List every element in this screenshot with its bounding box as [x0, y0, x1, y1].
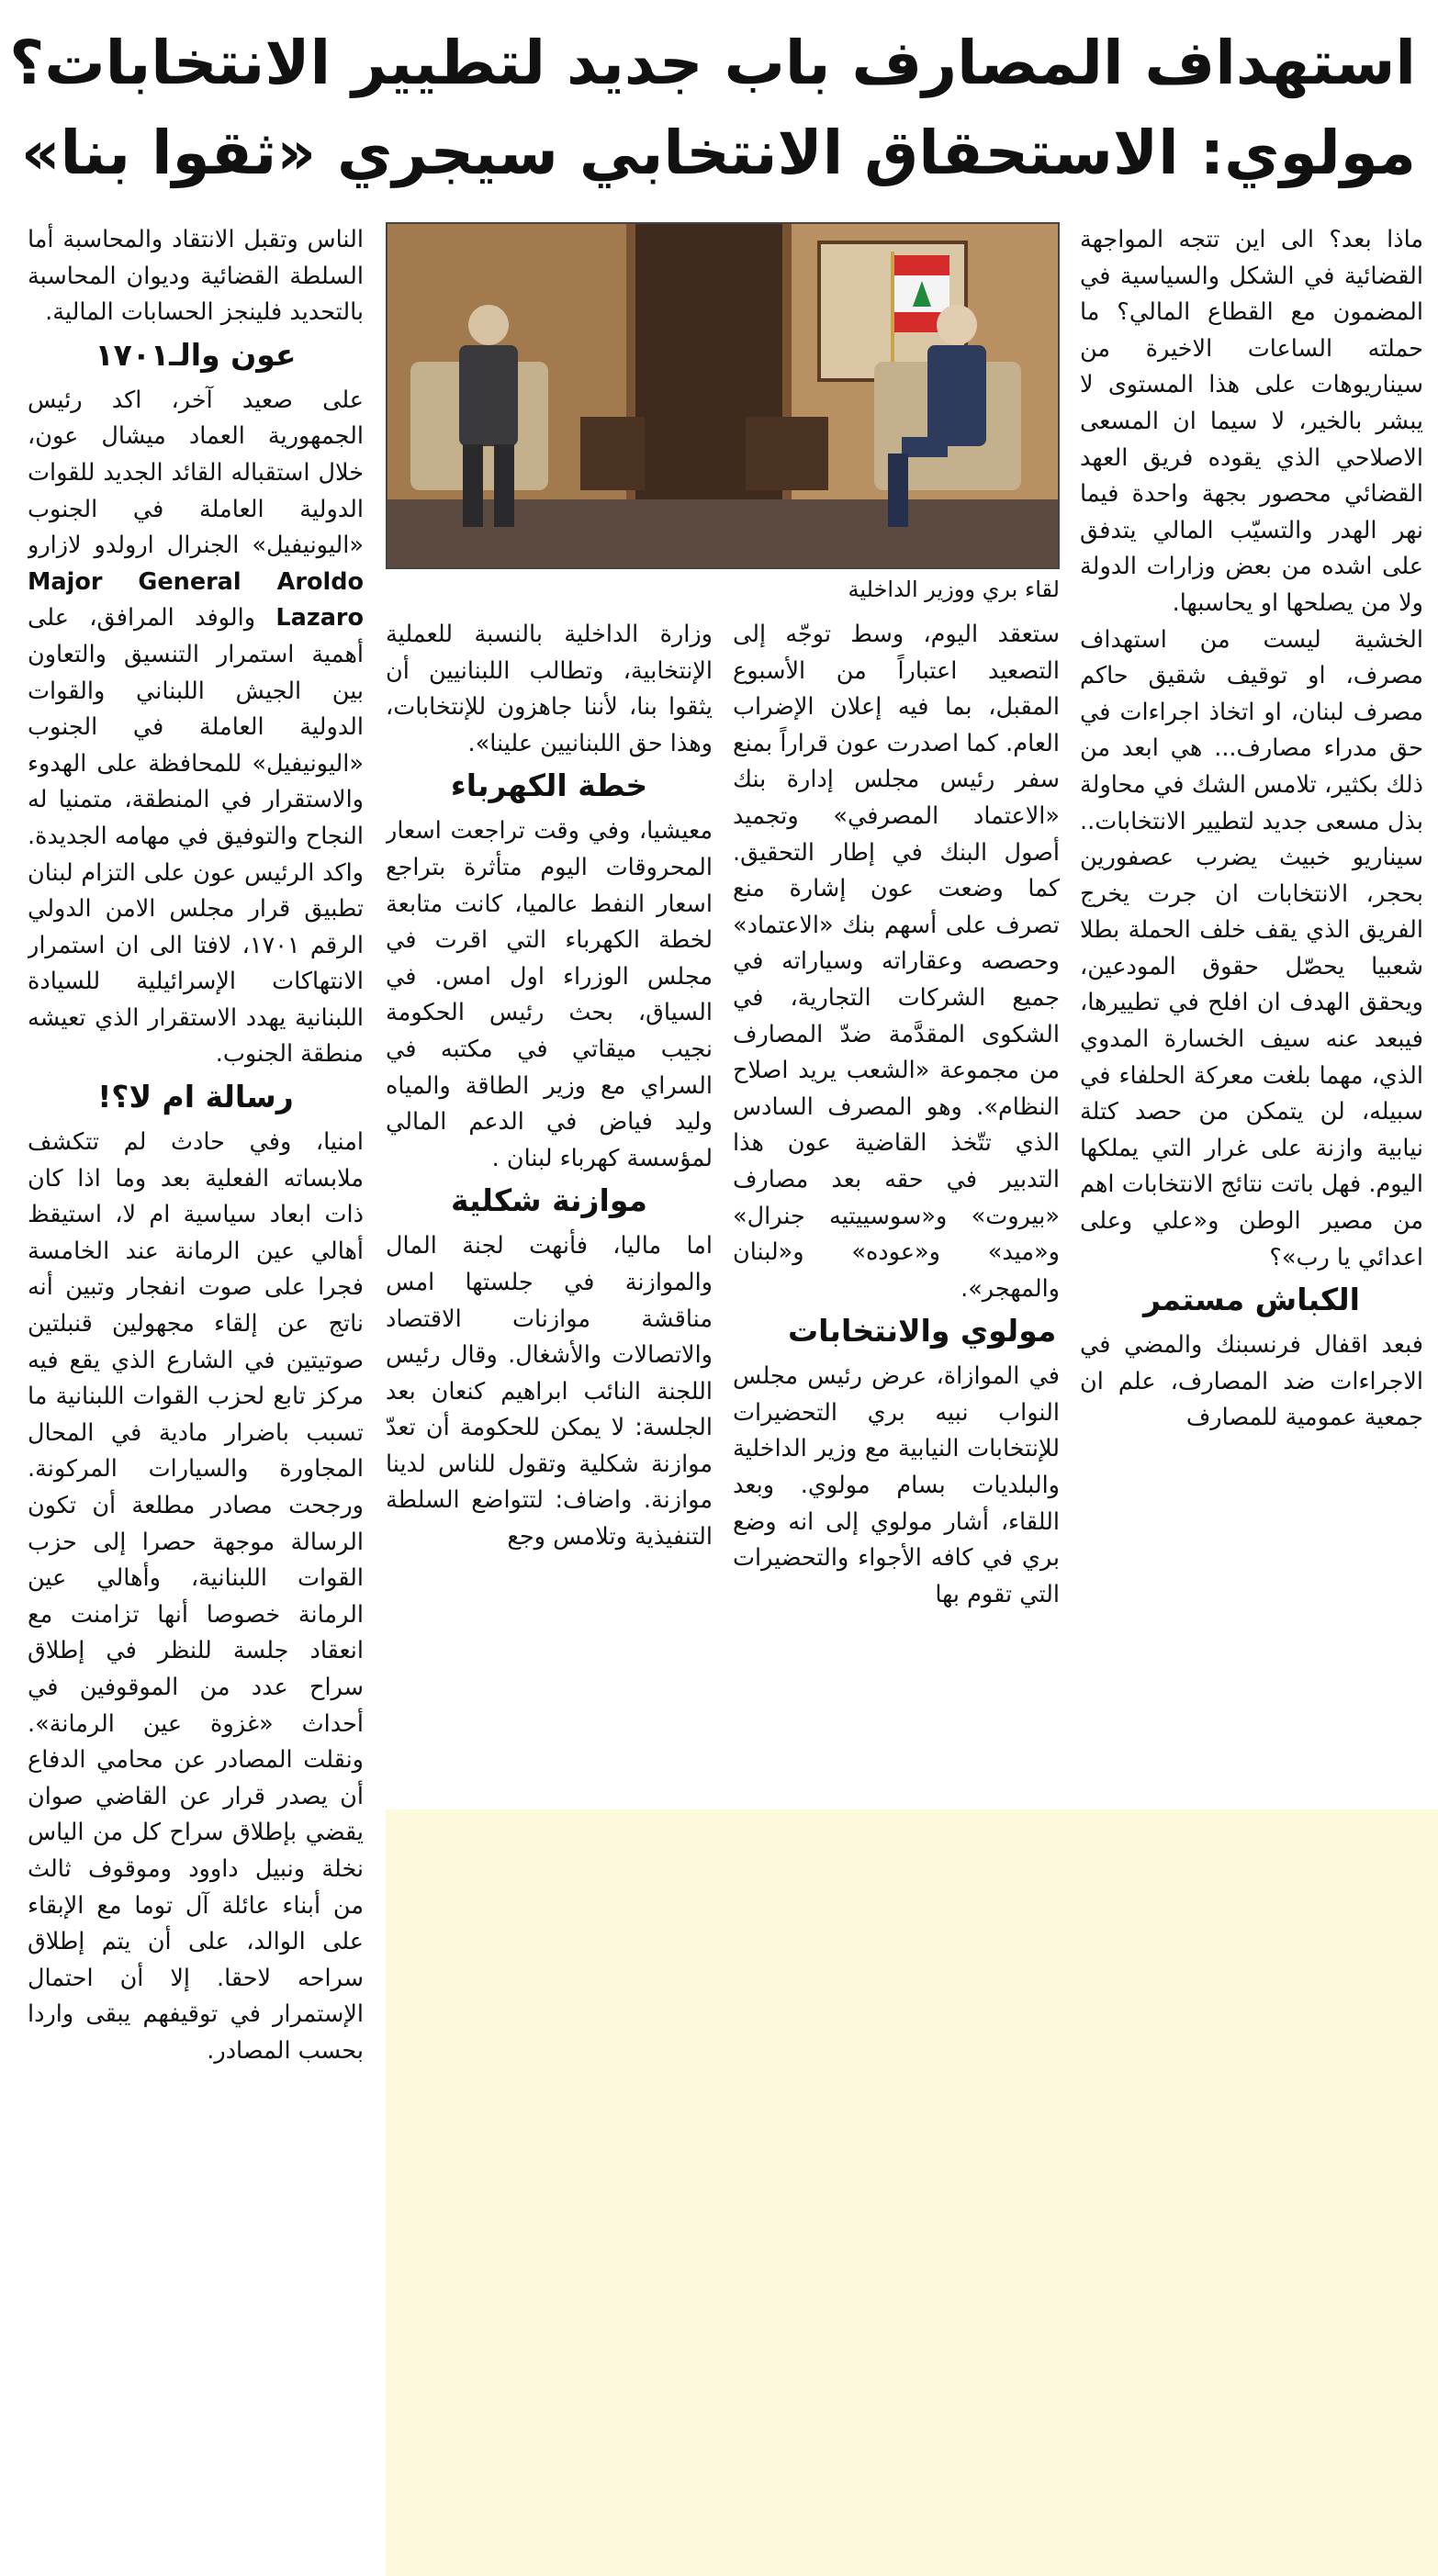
subheading-mawlawi: مولوي والانتخابات: [788, 1313, 1057, 1350]
paragraph: ستعقد اليوم، وسط توجّه إلى التصعيد اعتباراً من الأسبوع المقبل، بما فيه إعلان الإضراب العام. كما اصدرت عون قراراً بمنع سفر رئيس مجلس إدارة بنك «الاعتماد المصرفي» وتجميد أصول البنك في إطار التحقيق. كما وضعت عون إشارة منع تصرف على أسهم بنك «الاعتماد» وحصصه وعقاراته وسياراته في جميع الشركات التجارية، في الشكوى المقدَّمة ضدّ المصارف من مجموعة «الشعب يريد اصلاح النظام». وهو المصرف السادس الذي تتّخذ القاضية عون هذا التدبير في حقه بعد مصارف «بيروت» و«سوسييتيه جنرال» و«ميد» و«عوده» و«لبنان والمهجر».: [733, 621, 1060, 1303]
column-1: [1080, 222, 1423, 1801]
paragraph: ماذا بعد؟ الى اين تتجه المواجهة القضائية في الشكل والسياسية في المضمون مع القطاع المالي؟ ما حملته الساعات الاخيرة من سيناريوهات على هذا المستوى لا يبشر بالخير، لا سيما ان المسعى الاصلاحي الذي يقوده فريق العهد القضائي محصور بجهة واحدة فيما نهر الهدر والتسيّب المالي يتدفق على اشده من بعض وزارات الدولة ولا من يصلحها او يحاسبها.: [1080, 226, 1423, 617]
article-headline: [9, 18, 1416, 198]
paragraph: وزارة الداخلية بالنسبة للعملية الإنتخابية، وتطالب اللبنانيين أن يثقوا بنا، لأننا جاهزون للإنتخابات، وهذا حق اللبنانيين علينا».: [386, 621, 713, 757]
headline-line-2: مولوي: الاستحقاق الانتخابي سيجري «ثقوا بنا»: [20, 118, 1416, 188]
paragraph: الناس وتقبل الانتقاد والمحاسبة أما السلطة القضائية وديوان المحاسبة بالتحديد فلينجز الحسابات المالية.: [28, 226, 364, 327]
paragraph: [28, 383, 364, 1073]
text-run: على صعيد آخر، اكد رئيس الجمهورية العماد ميشال عون، خلال استقباله القائد الجديد للقوات الدولية العاملة في الجنوب «اليونيفيل» الجنرال ارولدو لازارو: [28, 386, 364, 560]
meeting-photo-illustration: [388, 224, 1058, 567]
subheading-aoun-1701: عون والـ١٧٠١: [95, 336, 297, 373]
empty-highlight-area: [386, 1809, 1438, 2576]
latin-name: Major General Aroldo Lazaro: [28, 567, 364, 633]
paragraph: فبعد اقفال فرنسبنك والمضي في الاجراءات ضد المصارف، علم ان جمعية عمومية للمصارف: [1080, 1331, 1423, 1432]
column-4: [28, 222, 364, 2563]
subheading-electricity: خطة الكهرباء: [450, 767, 648, 804]
paragraph: امنيا، وفي حادث لم تتكشف ملابساته الفعلية بعد وما اذا كان ذات ابعاد سياسية ام لا، استيقظ أهالي عين الرمانة عند الخامسة فجرا على صوت انفجار وتبين أنه ناتج عن إلقاء مجهولين قنبلتين صوتيتين في الشارع الذي يقع فيه مركز تابع لحزب القوات اللبنانية ما تسبب باضرار مادية في المحال المجاورة والسيارات المركونة. ورجحت مصادر مطلعة أن تكون الرسالة موجهة حصرا إلى حزب القوات اللبنانية، وأهالي عين الرمانة خصوصا أنها تزامنت مع انعقاد جلسة للنظر في إطلاق سراح عدد من الموقوفين في أحداث «غزوة عين الرمانة». ونقلت المصادر عن محامي الدفاع أن يصدر قرار عن القاضي صوان يقضي بإطلاق سراح كل من الياس نخلة ونبيل داوود وموقوف ثالث من أبناء عائلة آل توما مع الإبقاء على الوالد، على أن يتم إطلاق سراحه لاحقا. إلا أن احتمال الإستمرار في توقيفهم يبقى واردا بحسب المصادر.: [28, 1128, 364, 2065]
paragraph: في الموازاة، عرض رئيس مجلس النواب نبيه بري التحضيرات للإنتخابات النيابية مع وزير الداخلية والبلديات بسام مولوي. وبعد اللقاء، أشار مولوي إلى انه وضع بري في كافه الأجواء والتحضيرات التي تقوم بها: [733, 1362, 1060, 1608]
paragraph: معيشيا، وفي وقت تراجعت اسعار المحروقات اليوم متأثرة بتراجع اسعار النفط عالميا، كانت متابعة لخطة الكهرباء التي اقرت في مجلس الوزراء اول امس. في السياق، بحث رئيس الحكومة نجيب ميقاتي في مكتبه في السراي مع وزير الطاقة والمياه وليد فياض في الدعم المالي لمؤسسة كهرباء لبنان .: [386, 817, 713, 1172]
text-run: والوفد المرافق، على أهمية استمرار التنسيق والتعاون بين الجيش اللبناني والقوات الدولية العاملة في الجنوب «اليونيفيل» للمحافظة على الهدوء والاستقرار في المنطقة، متمنيا له النجاح والتوفيق في مهامه الجديدة. واكد الرئيس عون على التزام لبنان تطبيق قرار مجلس الامن الدولي الرقم ١٧٠١، لافتا الى ان استمرار الانتهاكات الإسرائيلية للسيادة اللبنانية يهدد الاستقرار الذي تعيشه منطقة الجنوب.: [28, 604, 364, 1069]
subheading-message: رسالة ام لا؟!: [97, 1079, 294, 1115]
headline-line-1: استهداف المصارف باب جديد لتطيير الانتخابات؟: [9, 28, 1416, 98]
column-3: [386, 617, 713, 1801]
paragraph: اما ماليا، فأنهت لجنة المال والموازنة في جلستها امس مناقشة موازنات الاقتصاد والاتصالات والأشغال. وقال رئيس اللجنة النائب ابراهيم كنعان بعد الجلسة: لا يمكن للحكومة أن تعدّ موازنة شكلية وتقول للناس لدينا موازنة. واضاف: لتتواضع السلطة التنفيذية وتلامس وجع: [386, 1232, 713, 1551]
subheading-budget: موازنة شكلية: [451, 1182, 647, 1219]
paragraph: الخشية ليست من استهداف مصرف، او توقيف شقيق حاكم مصرف لبنان، او اتخاذ اجراءات في حق مدراء مصارف... هي ابعد من ذلك بكثير، تلامس الشك في محاولة بذل مسعى جديد لتطيير الانتخابات.. سيناريو خبيث يضرب عصفورين بحجر، الانتخابات ان جرت يخرج الفريق الذي يقف خلف الحملة بطلا شعبيا يحصّل حقوق المودعين، ويحقق الهدف ان افلح في تطييرها، فيبعد عنه سيف الخسارة المدوي الذي، مهما بلغت معركة الحلفاء في سبيله، لن يتمكن من حصد كتلة نيابية وازنة على غرار التي يملكها اليوم. فهل باتت نتائج الانتخابات اهم من مصير الوطن و«علي وعلى اعدائي يا رب»؟: [1080, 625, 1423, 1271]
subheading-kibash: الكباش مستمر: [1143, 1282, 1360, 1318]
photo-caption: لقاء بري ووزير الداخلية: [848, 577, 1060, 602]
column-2: [733, 617, 1060, 1801]
news-photo: [386, 222, 1060, 569]
